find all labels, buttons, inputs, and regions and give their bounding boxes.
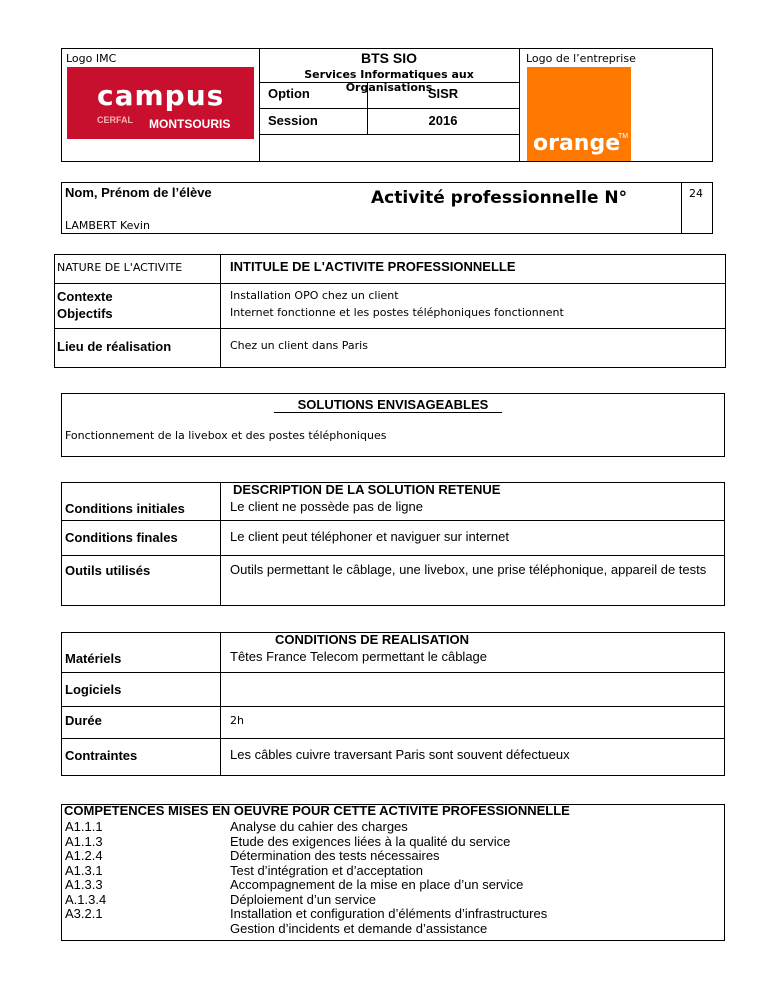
activity-line-2 — [54, 328, 726, 329]
outils-label: Outils utilisés — [65, 563, 151, 578]
logo-imc-label: Logo IMC — [66, 52, 117, 65]
realisation-divider — [220, 632, 221, 776]
competence-item: Test d’intégration et d’acceptation — [230, 862, 423, 878]
objectifs-value: Internet fonctionne et les postes téléphoniques fonctionnent — [230, 306, 564, 319]
competence-code: A1.1.3 — [65, 833, 103, 849]
contraintes-label: Contraintes — [65, 748, 138, 763]
cond-finales-label: Conditions finales — [65, 530, 178, 545]
activity-line-1 — [54, 283, 726, 284]
logiciels-label: Logiciels — [65, 682, 122, 697]
bts-title: BTS SIO — [360, 50, 417, 66]
description-line-1 — [61, 520, 725, 521]
contraintes-value: Les câbles cuivre traversant Paris sont souvent défectueux — [230, 747, 570, 762]
contexte-value: Installation OPO chez un client — [230, 289, 399, 302]
competence-items — [230, 820, 547, 936]
cond-initiales-label: Conditions initiales — [65, 501, 185, 516]
activity-title: Activité professionnelle N° — [371, 188, 628, 208]
competence-code: A3.2.1 — [65, 906, 103, 921]
outils-value: Outils permettant le câblage, une livebox, une prise téléphonique, appareil de tests — [230, 562, 707, 577]
competence-item: Analyse du cahier des charges — [230, 819, 408, 834]
student-name-value: LAMBERT Kevin — [65, 219, 150, 232]
student-divider — [681, 182, 682, 234]
realisation-title: CONDITIONS DE REALISATION — [275, 632, 470, 647]
competence-code: A1.3.3 — [65, 877, 103, 892]
competence-codes — [65, 820, 106, 922]
solutions-text: Fonctionnement de la livebox et des postes téléphoniques — [65, 429, 387, 442]
header-line-2 — [259, 108, 519, 109]
orange-logo-word: orange — [533, 131, 621, 156]
intitule-label: INTITULE DE L'ACTIVITE PROFESSIONNELLE — [230, 259, 516, 274]
competence-item: Installation et configuration d’éléments d’infrastructures — [230, 906, 548, 921]
header-line-3 — [259, 134, 519, 135]
description-line-2 — [61, 555, 725, 556]
header-divider-right — [519, 48, 520, 162]
competence-code: A1.2.4 — [65, 848, 103, 863]
option-value: SISR — [427, 86, 459, 101]
campus-logo — [67, 67, 254, 139]
realisation-line-1 — [61, 672, 725, 673]
orange-logo — [527, 67, 631, 161]
lieu-value: Chez un client dans Paris — [230, 339, 368, 352]
orange-logo-tm: TM — [618, 133, 629, 140]
cond-initiales-value: Le client ne possède pas de ligne — [230, 499, 423, 514]
competence-item: Accompagnement de la mise en place d’un service — [230, 877, 524, 892]
option-label: Option — [268, 86, 310, 101]
solutions-title-underline — [274, 412, 502, 413]
competences-title: COMPETENCES MISES EN OEUVRE POUR CETTE ACTIVITE PROFESSIONNELLE — [64, 803, 570, 818]
solutions-title: SOLUTIONS ENVISAGEABLES — [297, 397, 489, 412]
nature-label: NATURE DE L'ACTIVITE — [57, 261, 183, 274]
competence-item: Gestion d’incidents et demande d’assistance — [230, 920, 488, 936]
realisation-line-3 — [61, 738, 725, 739]
campus-logo-sub-right: MONTSOURIS — [149, 117, 231, 131]
description-divider — [220, 482, 221, 606]
realisation-line-2 — [61, 706, 725, 707]
campus-logo-sub-left: CERFAL — [97, 115, 133, 125]
materiels-label: Matériels — [65, 651, 122, 666]
cond-finales-value: Le client peut téléphoner et naviguer sur internet — [230, 529, 509, 544]
competence-code: A1.1.1 — [65, 819, 103, 834]
session-label: Session — [268, 113, 318, 128]
competence-code: A.1.3.4 — [65, 891, 107, 907]
bts-subtitle: Services Informatiques aux Organisations — [304, 68, 474, 94]
competence-item: Etude des exigences liées à la qualité du service — [230, 833, 511, 849]
student-name-label: Nom, Prénom de l’élève — [65, 185, 212, 200]
description-title: DESCRIPTION DE LA SOLUTION RETENUE — [233, 482, 501, 497]
lieu-label: Lieu de réalisation — [57, 339, 172, 354]
competence-item: Déploiement d’un service — [230, 891, 376, 907]
session-value: 2016 — [428, 113, 458, 128]
objectifs-label: Objectifs — [57, 306, 113, 321]
duree-label: Durée — [65, 713, 102, 728]
competence-code: A1.3.1 — [65, 862, 103, 878]
activity-divider — [220, 254, 221, 368]
logo-company-label: Logo de l’entreprise — [526, 52, 636, 65]
activity-number: 24 — [689, 187, 703, 200]
campus-logo-word: campus — [97, 79, 225, 112]
contexte-label: Contexte — [57, 289, 113, 304]
duree-value: 2h — [230, 714, 244, 727]
competence-item: Détermination des tests nécessaires — [230, 848, 440, 863]
materiels-value: Têtes France Telecom permettant le câblage — [230, 649, 488, 664]
